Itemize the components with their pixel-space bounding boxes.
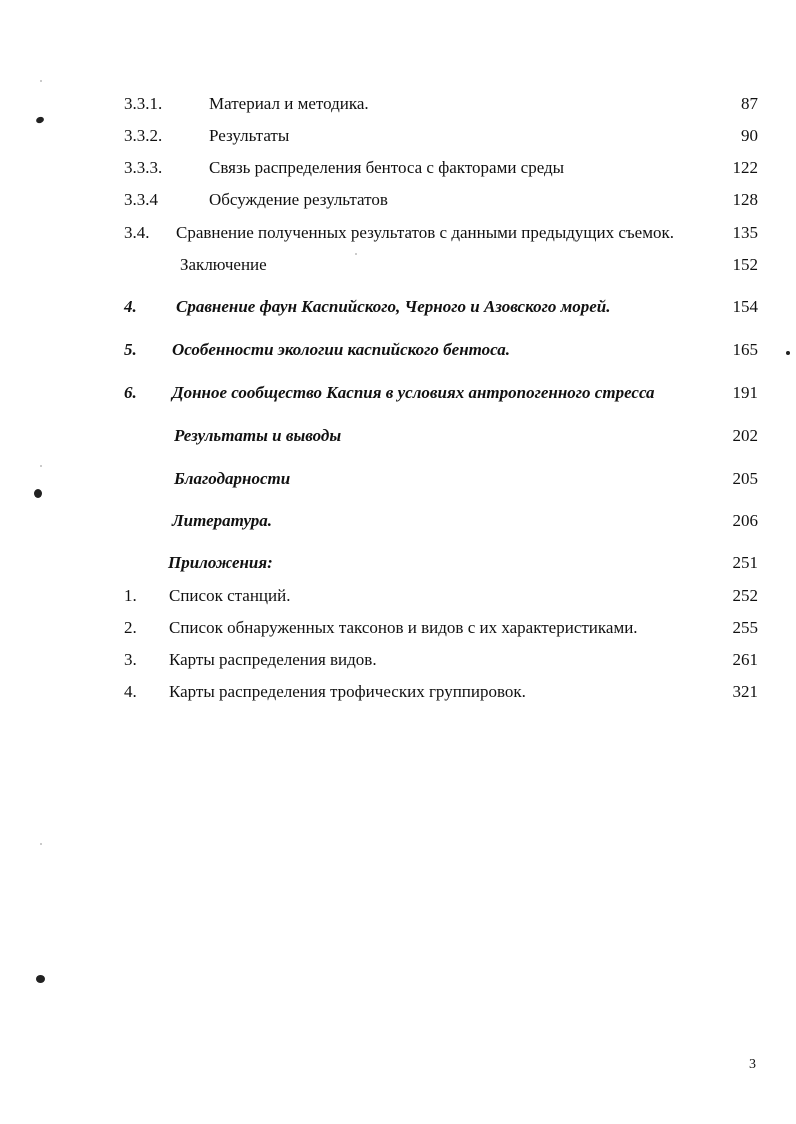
page-number: 3 (749, 1057, 756, 1072)
toc-entry-number: 2. (124, 618, 137, 637)
scan-speck (786, 351, 790, 355)
toc-entry-number: 3.3.4 (124, 190, 158, 209)
toc-entry-title: Благодарности (174, 469, 291, 488)
toc-entry (0, 616, 796, 640)
toc-entry-title: Приложения: (168, 553, 273, 572)
toc-entry-title: Материал и методика. (209, 94, 369, 113)
toc-entry-page: 251 (732, 553, 758, 572)
toc-entry-page: 202 (732, 426, 758, 445)
toc-entry-title: Список обнаруженных таксонов и видов с их характеристиками. (169, 618, 638, 637)
toc-entry (0, 221, 796, 245)
toc-entry-title: Донное сообщество Каспия в условиях антропогенного стресса (172, 383, 655, 402)
toc-entry-title: Результаты и выводы (174, 426, 342, 445)
toc-entry-title: Особенности экологии каспийского бентоса. (172, 340, 510, 359)
toc-entry (0, 467, 796, 491)
toc-entry-number: 1. (124, 586, 137, 605)
toc-entry-page: 122 (732, 158, 758, 177)
toc-entry-title: Карты распределения видов. (169, 650, 377, 669)
scan-speck (36, 975, 45, 983)
toc-entry (0, 424, 796, 448)
toc-entry-title: Обсуждение результатов (209, 190, 388, 209)
toc-entry-number: 3.4. (124, 223, 150, 242)
toc-entry-title: Заключение (180, 255, 267, 274)
scan-speck (40, 843, 42, 845)
toc-entry-number: 3.3.2. (124, 126, 163, 145)
toc-entry-number: 4. (124, 682, 137, 701)
toc-entry (0, 124, 796, 148)
scan-speck (40, 465, 42, 467)
toc-entry-page: 205 (732, 469, 758, 488)
toc-entry-title: Связь распределения бентоса с факторами среды (209, 158, 565, 177)
scan-speck (34, 489, 42, 498)
scan-speck (35, 116, 45, 124)
toc-entry-title: Сравнение фаун Каспийского, Черного и Азовского морей. (176, 297, 611, 316)
toc-entry-page: 191 (732, 383, 758, 402)
scan-speck (40, 80, 42, 82)
toc-entry-page: 128 (732, 190, 758, 209)
toc-entry-title: Сравнение полученных результатов с данными предыдущих съемок. (176, 223, 674, 242)
toc-entry-number: 3. (124, 650, 137, 669)
scan-speck (355, 253, 357, 255)
toc-entry (0, 551, 796, 575)
toc-entry (0, 648, 796, 672)
toc-entry-title: Список станций. (169, 586, 291, 605)
toc-entry-title: Литература. (172, 511, 273, 530)
toc-entry-page: 321 (732, 682, 758, 701)
toc-entry (0, 381, 796, 405)
toc-entry-number: 6. (124, 383, 137, 402)
toc-entry-title: Результаты (209, 126, 290, 145)
toc-entry-title: Карты распределения трофических группировок. (169, 682, 526, 701)
toc-entry-page: 152 (732, 255, 758, 274)
toc-entry-number: 3.3.1. (124, 94, 163, 113)
toc-entry (0, 253, 796, 277)
toc-entry (0, 188, 796, 212)
toc-entry-page: 261 (732, 650, 758, 669)
toc-entry-page: 165 (732, 340, 758, 359)
toc-entry-page: 90 (741, 126, 758, 145)
toc-entry-page: 87 (741, 94, 758, 113)
toc-entry (0, 584, 796, 608)
toc-entry (0, 680, 796, 704)
toc-entry (0, 156, 796, 180)
toc-entry (0, 92, 796, 116)
toc-entry-page: 135 (732, 223, 758, 242)
toc-entry (0, 509, 796, 533)
toc-entry (0, 295, 796, 319)
toc-entry-number: 4. (124, 297, 137, 316)
toc-entry-number: 3.3.3. (124, 158, 163, 177)
toc-entry-page: 255 (732, 618, 758, 637)
toc-entry-page: 206 (732, 511, 758, 530)
toc-entry (0, 338, 796, 362)
toc-entry-page: 154 (732, 297, 758, 316)
toc-entry-number: 5. (124, 340, 137, 359)
toc-entry-page: 252 (732, 586, 758, 605)
